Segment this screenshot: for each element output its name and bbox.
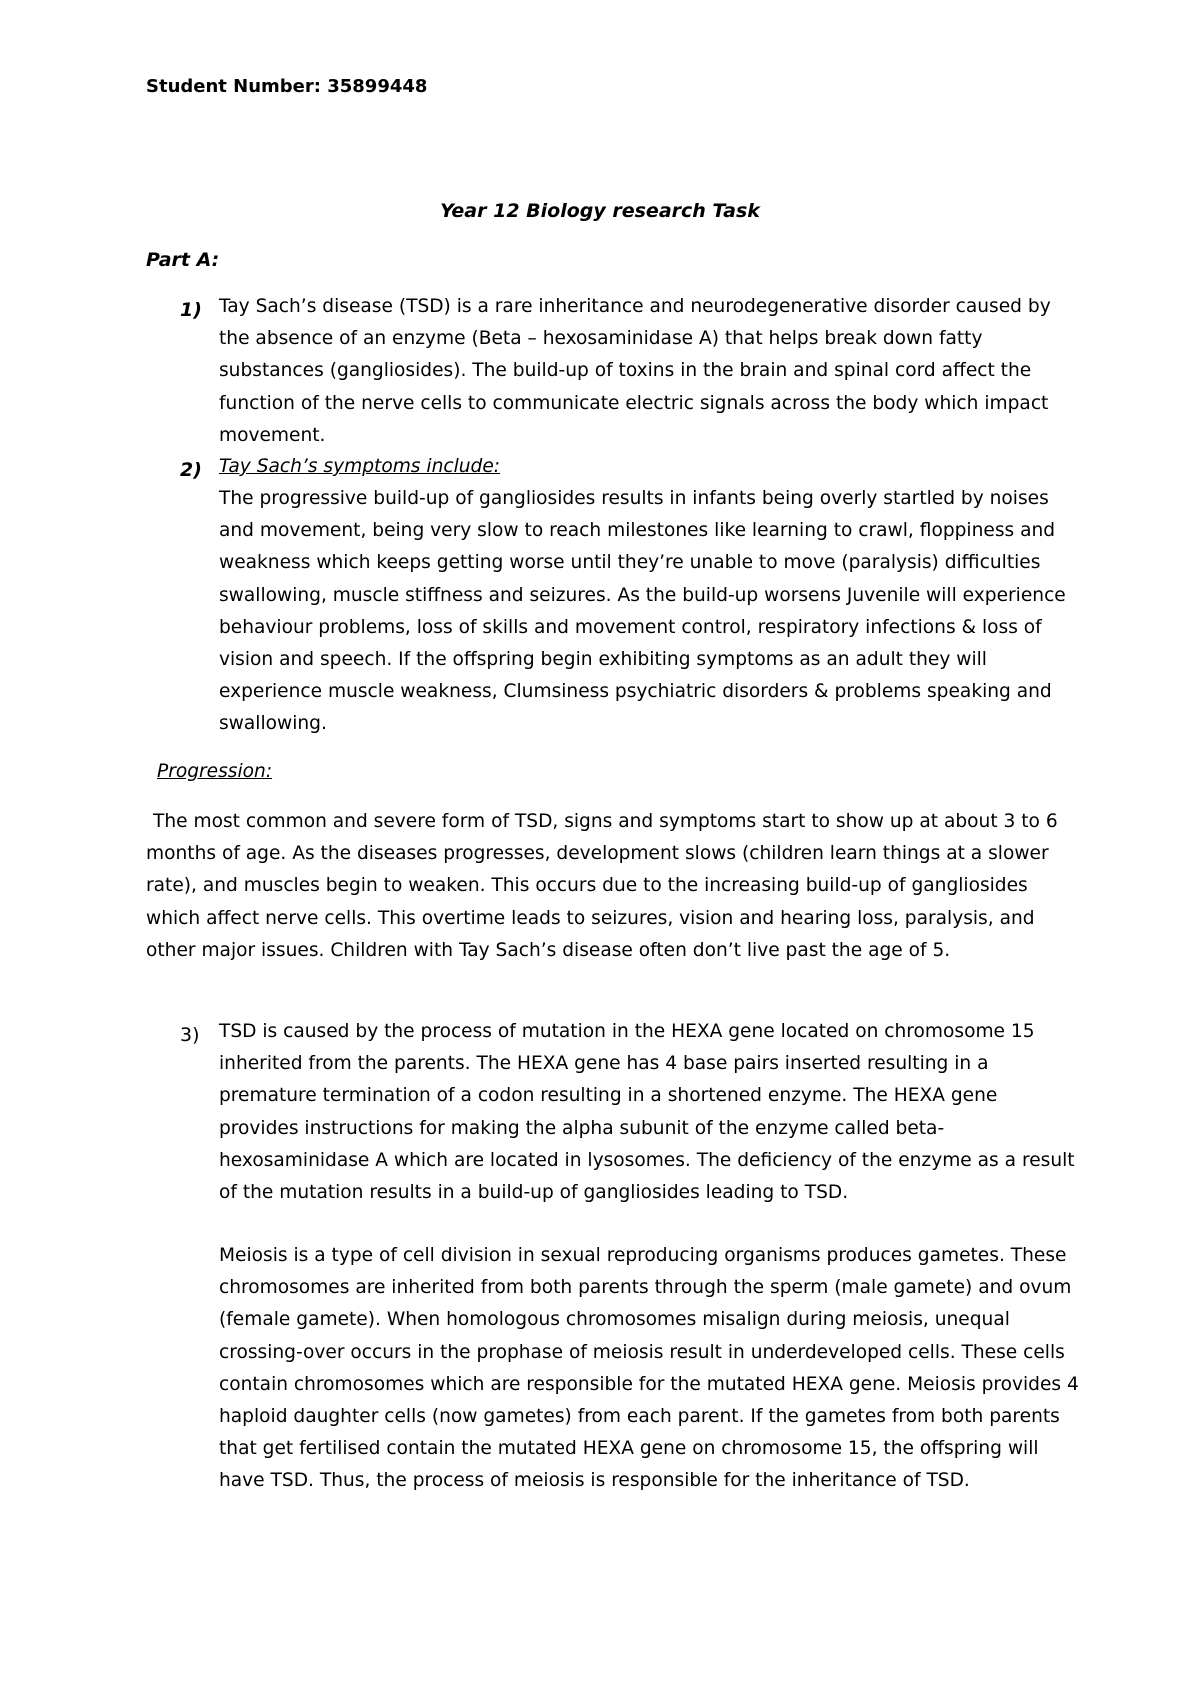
item-1-number: 1) — [180, 299, 202, 321]
progression-text: The most common and severe form of TSD, signs and symptoms start to show up at about 3 to 6 months of age. As the diseases progresses, development slows (children learn things at a slower rate), and muscles begin to weaken. This occurs due to the increasing build-up of gangliosides which affect nerve cells. This overtime leads to seizures, vision and hearing loss, paralysis, and other major issues. Children with Tay Sach’s disease often don’t live past the age of 5. — [146, 811, 1058, 961]
progression-heading: Progression: — [157, 761, 273, 782]
part-a-heading: Part A: — [146, 249, 220, 271]
item-2-number: 2) — [180, 459, 202, 481]
item-1-text: Tay Sach’s disease (TSD) is a rare inheritance and neurodegenerative disorder caused by the absence of an enzyme (Beta – hexosaminidase A) that helps break down fatty substances (gangliosides). The build-up of toxins in the brain and spinal cord affect the function of the nerve cells to communicate electric signals across the body which impact movement. — [219, 296, 1051, 446]
item-3-text: TSD is caused by the process of mutation in the HEXA gene located on chromosome 15 inherited from the parents. The HEXA gene has 4 base pairs inserted resulting in a premature termination of a codon resulting in a shortened enzyme. The HEXA gene provides instructions for making the alpha subunit of the enzyme called beta-hexosaminidase A which are located in lysosomes. The deficiency of the enzyme as a result of the mutation results in a build-up of gangliosides leading to TSD. — [219, 1021, 1075, 1204]
student-number: Student Number: 35899448 — [146, 76, 428, 97]
item-2-heading: Tay Sach’s symptoms include: — [219, 456, 501, 477]
meiosis-paragraph: Meiosis is a type of cell division in sexual reproducing organisms produces gametes. These chromosomes are inherited from both parents through the sperm (male gamete) and ovum (female gamete). When homologous chromosomes misalign during meiosis, unequal crossing-over occurs in the prophase of meiosis result in underdeveloped cells. These cells contain chromosomes which are responsible for the mutated HEXA gene. Meiosis provides 4 haploid daughter cells (now gametes) from each parent. If the gametes from both parents that get fertilised contain the mutated HEXA gene on chromosome 15, the offspring will have TSD. Thus, the process of meiosis is responsible for the inheritance of TSD. — [219, 1245, 1079, 1492]
item-3-number: 3) — [180, 1024, 200, 1046]
document-title: Year 12 Biology research Task — [440, 200, 760, 222]
item-2-text: The progressive build-up of gangliosides results in infants being overly startled by noises and movement, being very slow to reach milestones like learning to crawl, floppiness and weakness which keeps getting worse until they’re unable to move (paralysis) difficulties swallowing, muscle stiffness and seizures. As the build-up worsens Juvenile will experience behaviour problems, loss of skills and movement control, respiratory infections & loss of vision and speech. If the offspring begin exhibiting symptoms as an adult they will experience muscle weakness, Clumsiness psychiatric disorders & problems speaking and swallowing. — [219, 488, 1066, 735]
